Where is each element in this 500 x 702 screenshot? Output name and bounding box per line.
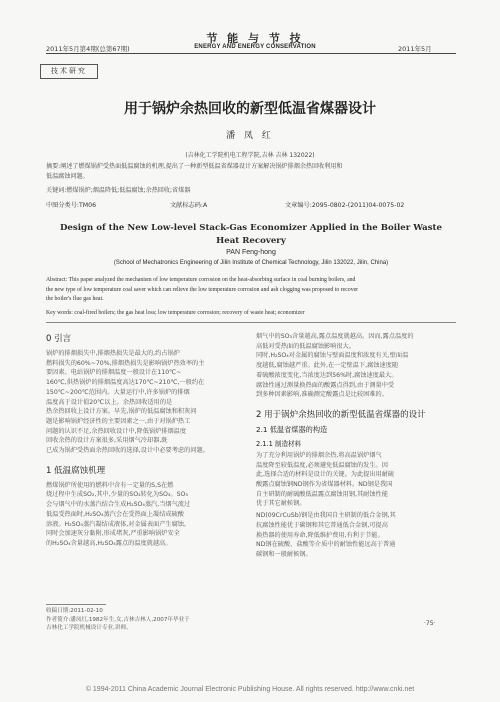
author-affiliation: (吉林化工学院机电工程学院,吉林 吉林 132022) [185, 152, 315, 159]
text-line: 150℃~200℃范围内。大量运行中,许多锅炉的排烟 [46, 388, 190, 396]
english-affiliation: (School of Mechatronics Engineering of Jilin Institute of Chemical Technology, Jilin 132022, Jilin, China) [113, 260, 389, 266]
footnote-line: 吉林化工学院机械设计专业,讲师。 [46, 625, 132, 631]
text-line: 温度高于设计值20℃以上。余热回收适用的是 [46, 398, 173, 406]
text-line: 回收余热的设计方案很多,采用烟气冷却器,既 [46, 437, 168, 445]
issue-date: 2011年5月 [398, 45, 432, 53]
text-line: 烟气中的SO₃含量越高,露点温度就越高。因而,露点温度的 [256, 333, 414, 340]
text-line: ND钢在硫酸、盐酸等介质中的耐蚀性能远高于普通 [256, 541, 396, 549]
english-author: PAN Feng-hong [226, 249, 276, 256]
english-abstract-line: the new type of low temperature coal saver which can relieve the low temperature corrosion and ash clogging was proposed to recover [46, 286, 359, 293]
english-abstract-line: Abstract: This paper analyzed the mechanism of low temperature corrosion on the heat-absorbing surface in coal burning boilers, and [46, 277, 356, 283]
english-title-line: Heat Recovery [216, 236, 286, 246]
subsection-heading-material: 2.1.1 制造材料 [256, 439, 302, 448]
corrosion-paragraph [46, 481, 246, 549]
text-line: 酸露点腐蚀钢ND钢作为省煤器材料。ND钢是我国 [256, 481, 393, 489]
header-divider [46, 53, 456, 54]
text-line: 会与烟气中的水蒸汽结合生成H₂SO₄蒸汽,当烟气流过 [46, 501, 191, 509]
text-line: 碳钢和一般耐候钢。 [256, 550, 312, 558]
text-line: 优于其它耐候钢。 [256, 500, 306, 508]
keywords-cn: 关键词:燃煤锅炉;烟温降低;低温腐蚀;余热回收;省煤器 [46, 187, 191, 194]
abstract-cn-line: 低温腐蚀问题。 [46, 172, 89, 180]
column-tag: 技术研究 [40, 64, 98, 79]
text-line: 度越低,腐蚀越严重。此外,在一定壁温下,腐蚀速度随 [256, 362, 399, 370]
text-line: 同时会加速灰分黏附,形成堵灰,严重影响锅炉安全 [46, 530, 180, 538]
abstract-cn [46, 162, 456, 181]
text-line: 溶液。H₂SO₄蒸汽凝结成液体,对金属表面产生腐蚀, [46, 520, 186, 528]
english-title [46, 222, 456, 248]
text-line: 燃料损失的60%~70%,排烟热损失是影响锅炉热效率的主 [46, 359, 205, 367]
section-heading-corrosion: 1 低温腐蚀机理 [46, 465, 106, 476]
document-code: 文献标志码:A [170, 202, 208, 209]
footnote-line: 收稿日期:2011-02-10 [46, 608, 103, 614]
text-line: 160℃,供热锅炉的排烟温度高达170℃~210℃,一般约在 [46, 379, 205, 387]
paper-title: 用于锅炉余热回收的新型低温省煤器设计 [124, 101, 376, 117]
material-paragraph-2 [256, 511, 456, 560]
text-line: ND(09CrCuSb)钢是由我国自主研制的低合金钢,其 [256, 512, 396, 520]
text-line: 同时,H₂SO₄对金属的腐蚀与壁面温度和浓度有关,壁面温 [256, 352, 409, 360]
text-line: 题是影响锅炉经济性的主要因素之一,由于对锅炉热工 [46, 417, 191, 425]
abstract-cn-line: 摘要:阐述了燃煤锅炉受热面低温腐蚀的机理,提出了一种新型低温省煤器设计方案解决锅炉排烟余热回收利用和 [46, 163, 343, 170]
text-line: 低温受热面时,H₂SO₄蒸汽会在受热面上凝结成硫酸 [46, 510, 184, 518]
english-abstract [46, 276, 456, 305]
english-keywords: Key words: coal-fired boilers; the gas heat loss; low temperature corrosion; recovery of waste heat; economizer [46, 310, 305, 316]
journal-title-cn: 节 能 与 节 技 [206, 32, 304, 45]
subsection-heading-structure: 2.1 低温省煤器的构造 [256, 424, 328, 434]
text-line: 到多种因素影响,准确测定酸露点是比较困难的。 [256, 391, 388, 399]
issue-info: 2011年5月第4期(总第67期) [46, 45, 130, 53]
intro-paragraph [46, 349, 246, 456]
material-paragraph [256, 451, 456, 509]
page-number: ·75· [424, 620, 436, 627]
text-line: 燃煤锅炉所使用的燃料中含有一定量的S,S在燃 [46, 481, 174, 489]
left-column [46, 332, 246, 549]
body-divider [46, 322, 456, 323]
footnote [46, 607, 242, 633]
copyright-footer: © 1994-2011 China Academic Journal Electronic Publishing House. All rights reserved. http://www.cnki.net [85, 686, 415, 693]
footnote-divider [46, 604, 106, 605]
text-line: 换热器的使用寿命,降低维护费用,有利于节能。 [256, 531, 384, 539]
english-abstract-line: the boiler's flue gas heat. [46, 296, 104, 302]
section-heading-intro: 0 引言 [46, 334, 72, 344]
text-line: 的H₂SO₄含量越高,H₂SO₄露点的温度就越高。 [46, 539, 172, 547]
text-line: 腐蚀性通过测量换热面的酸露点得到,由于测量中受 [256, 381, 395, 389]
right-column [256, 332, 456, 560]
text-line: 自主研制的耐硫酸低温露点腐蚀用钢,其耐蚀性能 [256, 490, 388, 498]
text-line: 为了充分利用锅炉的排烟余热,将高温锅炉烟气 [256, 451, 382, 459]
text-line: 抗腐蚀性能优于碳钢和其它普通低合金钢,可提高 [256, 521, 388, 529]
footnote-line: 作者简介:潘凤红,1982年生,女,吉林吉林人,2007年毕业于 [46, 616, 190, 623]
text-line: 问题的认识不足,余热回收设计中,降低锅炉排烟温度 [46, 427, 187, 435]
text-line: 高低对受热面的低温腐蚀影响很大。 [256, 342, 355, 350]
journal-title-en: ENERGY AND ENERGY CONSERVATION [194, 44, 316, 50]
text-line: 着硫酸浓度变化,当浓度达到56%时,腐蚀速度最大。 [256, 371, 398, 379]
clc-number: 中图分类号:TM06 [46, 202, 97, 209]
text-line: 此,选择合适的材料是设计的关键。为此提出用耐硫 [256, 471, 395, 479]
corrosion-continued-paragraph [256, 332, 456, 400]
article-id: 文章编号:2095-0802-(2011)04-0075-02 [285, 202, 405, 209]
english-title-line: Design of the New Low-level Stack-Gas Economizer Applied in the Boiler Waste [59, 223, 442, 233]
text-line: 锅炉的排烟损失中,排烟热损失是最大的,约占锅炉 [46, 350, 180, 357]
text-line: 已成为锅炉受热面余热回收的选择,设计中必要考虑的问题。 [46, 447, 209, 455]
author-name: 潘 凤 红 [226, 131, 274, 141]
text-line: 温度降至较低温度,必须避免低温腐蚀的发生。因 [256, 461, 388, 469]
section-heading-design: 2 用于锅炉余热回收的新型低温省煤器的设计 [256, 409, 426, 420]
text-line: 热余热回收上设计方案。早先,锅炉的低温腐蚀和积灰问 [46, 408, 197, 416]
text-line: 要因素。电站锅炉的排烟温度一般设计在110℃~ [46, 369, 182, 377]
text-line: 烧过程中生成SO₂,其中,少量的SO₂转化为SO₃。SO₃ [46, 491, 188, 499]
